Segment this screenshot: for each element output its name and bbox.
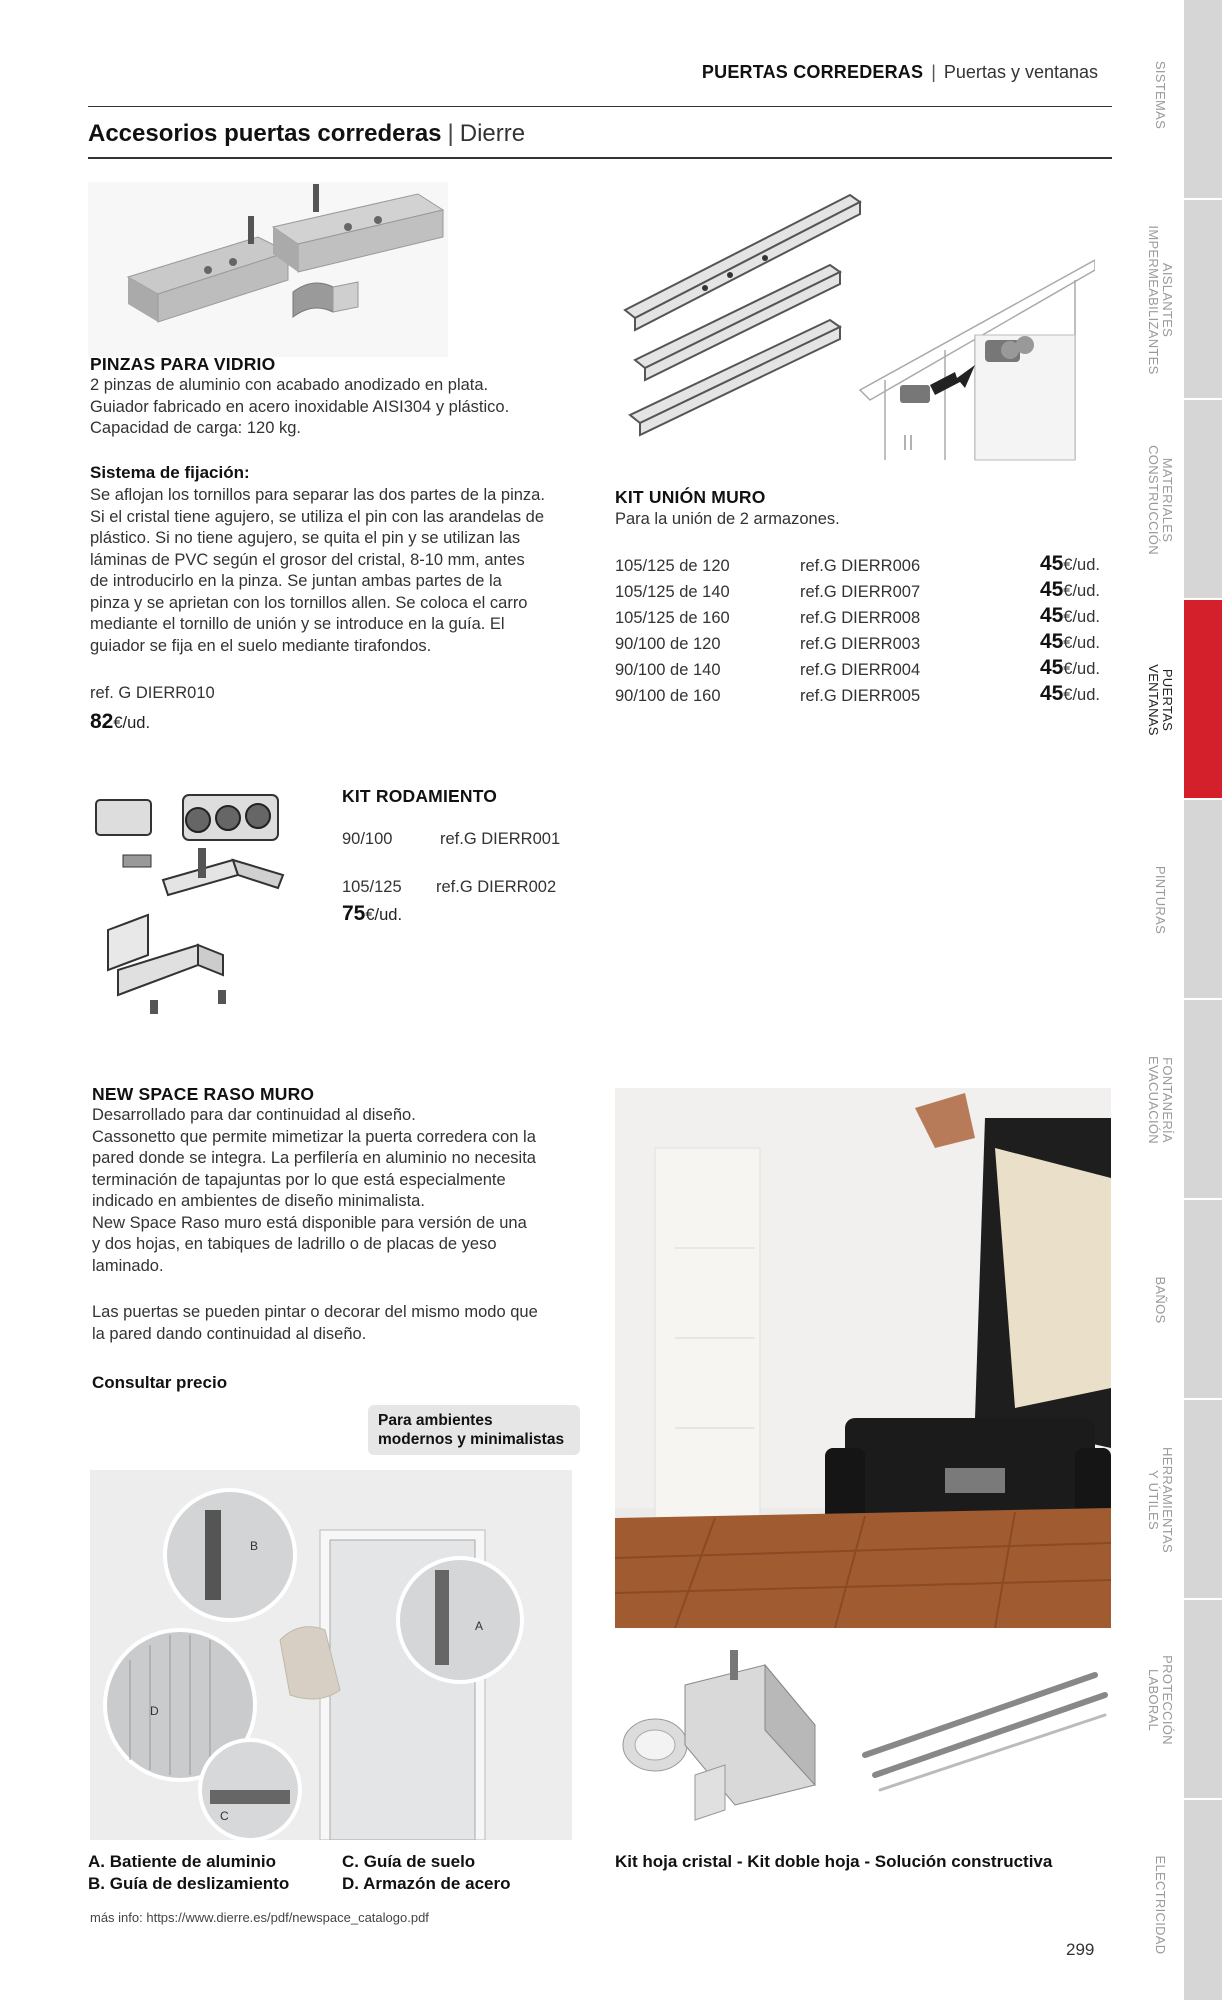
sidebar-label	[1130, 1850, 1190, 1960]
minimalist-tag	[368, 1405, 580, 1455]
page-title-main: Accesorios puertas correderas	[88, 120, 442, 147]
price-value: 45	[1039, 656, 1064, 679]
size-cell: 90/100 de 140	[615, 661, 721, 679]
diagram-label-d: D	[150, 1704, 159, 1718]
sidebar-label	[1130, 1650, 1190, 1750]
ref-cell: ref.G DIERR006	[800, 557, 921, 575]
caption-left-col1	[88, 1851, 289, 1895]
new-space-line: pared donde se integra. La perfilería en aluminio no necesita	[92, 1149, 536, 1167]
pinzas-price	[90, 710, 150, 734]
price-cell	[1020, 576, 1100, 602]
size-cell: 90/100 de 120	[615, 635, 721, 653]
new-space-line: Desarrollado para dar continuidad al diseño.	[92, 1106, 416, 1124]
caption-left-col2	[342, 1851, 510, 1895]
diagram-label-a: A	[475, 1619, 484, 1633]
price-unit: €/ud.	[1063, 582, 1100, 600]
new-space-line: la pared dando continuidad al diseño.	[92, 1324, 367, 1343]
sidebar-label	[1130, 50, 1190, 140]
price-unit: €/ud.	[1063, 660, 1100, 678]
rodamiento-price	[342, 902, 402, 926]
sidebar-label-text: PROTECCIÓN LABORAL	[1146, 1655, 1175, 1745]
fixing-system-title: Sistema de fijación:	[90, 463, 250, 482]
kit-union-image	[615, 190, 1095, 465]
consult-price: Consultar precio	[92, 1373, 228, 1392]
rodamiento-row	[342, 830, 560, 849]
caption-line: D. Armazón de acero	[342, 1874, 511, 1893]
rodamiento-ref: ref.G DIERR001	[440, 830, 561, 848]
fix-line: guiador se fija en el suelo mediante tirafondos.	[90, 636, 432, 655]
new-space-line: terminación de tapajuntas por lo que está especialmente	[92, 1170, 506, 1189]
size-cell: 105/125 de 120	[615, 557, 730, 575]
title-rule	[88, 157, 1112, 159]
price-value: 45	[1039, 552, 1064, 575]
price-unit: €/ud.	[1063, 634, 1100, 652]
ref-cell: ref.G DIERR004	[800, 661, 921, 679]
sidebar-label-text: PINTURAS	[1153, 865, 1168, 935]
new-space-description-2	[92, 1302, 612, 1345]
new-space-line: indicado en ambientes de diseño minimalista.	[92, 1192, 425, 1210]
rodamiento-size: 105/125	[342, 878, 402, 896]
interior-photo	[615, 1088, 1111, 1628]
new-space-line: y dos hojas, en tabiques de ladrillo o de placas de yeso	[92, 1235, 497, 1253]
new-space-description	[92, 1105, 612, 1277]
kit-union-title: KIT UNIÓN MURO	[615, 487, 766, 507]
sidebar-label-active	[1130, 660, 1190, 740]
sidebar-label-text: AISLANTES IMPERMEABILIZANTES	[1146, 225, 1175, 375]
rodamiento-size: 90/100	[342, 830, 393, 848]
table-row	[615, 654, 1100, 680]
rodamiento-row	[342, 878, 556, 897]
sidebar-label	[1130, 1270, 1190, 1330]
table-row	[615, 550, 1100, 576]
pinzas-description	[90, 375, 590, 440]
rodamiento-price-value: 75	[342, 902, 366, 925]
pinzas-desc-line: Capacidad de carga: 120 kg.	[90, 419, 301, 437]
new-space-line: New Space Raso muro está disponible para versión de una	[92, 1213, 527, 1232]
price-value: 45	[1039, 630, 1064, 653]
ref-cell: ref.G DIERR003	[800, 635, 921, 653]
price-cell	[1020, 680, 1100, 706]
caption-right: Kit hoja cristal - Kit doble hoja - Solución constructiva	[615, 1852, 1053, 1871]
sidebar-label-text: BAÑOS	[1153, 1276, 1168, 1324]
section-name: PUERTAS CORREDERAS	[701, 62, 924, 82]
tag-line: Para ambientes	[378, 1412, 493, 1429]
table-row	[615, 576, 1100, 602]
size-cell: 105/125 de 140	[615, 583, 730, 601]
sidebar-label	[1130, 1050, 1190, 1150]
price-value: 45	[1039, 682, 1064, 705]
fix-line: Se aflojan los tornillos para separar las dos partes de la pinza.	[90, 486, 545, 504]
brand-name: Dierre	[459, 120, 526, 147]
pinzas-price-value: 82	[90, 710, 114, 733]
diagram-label-b: B	[250, 1539, 259, 1553]
fixing-system-text	[90, 485, 610, 657]
new-space-line: laminado.	[92, 1256, 164, 1275]
page-number: 299	[1066, 1940, 1095, 1959]
pinzas-price-unit: €/ud.	[113, 714, 151, 732]
diagram-label-c: C	[220, 1809, 229, 1823]
price-value: 45	[1039, 578, 1064, 601]
kit-rodamiento-title: KIT RODAMIENTO	[342, 786, 498, 806]
fix-line: de introducirlo en la pinza. Se juntan ambas partes de la	[90, 572, 502, 590]
subsection-name: Puertas y ventanas	[943, 62, 1098, 82]
ref-cell: ref.G DIERR005	[800, 687, 921, 705]
price-cell	[1020, 550, 1100, 576]
price-value: 45	[1039, 604, 1064, 627]
caption-line: C. Guía de suelo	[342, 1852, 476, 1871]
page-title	[88, 120, 525, 148]
new-space-line: Cassonetto que permite mimetizar la puerta corredera con la	[92, 1127, 536, 1146]
fix-line: plástico. Si no tiene agujero, se quita el pin y se utilizan las	[90, 529, 521, 547]
table-row	[615, 680, 1100, 706]
sidebar-label-text: HERRAMIENTAS Y ÚTILES	[1146, 1447, 1175, 1553]
new-space-line: Las puertas se pueden pintar o decorar del mismo modo que	[92, 1303, 538, 1321]
fix-line: mediante el tornillo de unión y se introduce en la guía. El	[90, 615, 505, 633]
ref-cell: ref.G DIERR008	[800, 609, 921, 627]
sidebar-label-text: FONTANERÍA EVACUACIÓN	[1146, 1056, 1175, 1144]
table-row	[615, 628, 1100, 654]
price-cell	[1020, 602, 1100, 628]
new-space-title: NEW SPACE RASO MURO	[92, 1084, 315, 1104]
fix-line: láminas de PVC según el grosor del cristal, 8-10 mm, antes	[90, 550, 525, 569]
rodamiento-price-unit: €/ud.	[365, 906, 403, 924]
size-cell: 105/125 de 160	[615, 609, 730, 627]
table-row	[615, 602, 1100, 628]
kit-rodamiento-image	[88, 780, 328, 1030]
title-separator: |	[447, 120, 454, 147]
rodamiento-ref: ref.G DIERR002	[436, 878, 557, 896]
price-cell	[1020, 628, 1100, 654]
tag-line: modernos y minimalistas	[378, 1431, 565, 1448]
sidebar-label	[1130, 435, 1190, 565]
sidebar-label	[1130, 215, 1190, 385]
fix-line: Si el cristal tiene agujero, se utiliza el pin con las arandelas de	[90, 507, 545, 526]
price-cell	[1020, 654, 1100, 680]
kit-union-description: Para la unión de 2 armazones.	[615, 510, 840, 528]
section-header	[600, 62, 1098, 83]
sidebar-label	[1130, 1440, 1190, 1560]
ref-cell: ref.G DIERR007	[800, 583, 921, 601]
caption-line: A. Batiente de aluminio	[88, 1852, 276, 1871]
fix-line: pinza y se aprietan con los tornillos allen. Se coloca el carro	[90, 593, 528, 612]
sidebar-label-text: ELECTRICIDAD	[1153, 1855, 1168, 1955]
pinzas-desc-line: 2 pinzas de aluminio con acabado anodizado en plata.	[90, 376, 489, 394]
sidebar-label-text: MATERIALES CONSTRUCCIÓN	[1146, 445, 1175, 555]
pinzas-title: PINZAS PARA VIDRIO	[90, 354, 276, 374]
caption-line: B. Guía de deslizamiento	[88, 1874, 290, 1893]
size-cell: 90/100 de 160	[615, 687, 721, 705]
pinzas-desc-line: Guiador fabricado en acero inoxidable AISI304 y plástico.	[90, 397, 510, 416]
sidebar-label-text: PUERTAS VENTANAS	[1146, 664, 1175, 736]
pinzas-image	[88, 182, 448, 357]
sidebar-label	[1130, 860, 1190, 940]
header-rule	[88, 106, 1112, 107]
price-unit: €/ud.	[1063, 556, 1100, 574]
price-unit: €/ud.	[1063, 608, 1100, 626]
new-space-diagram	[90, 1470, 572, 1840]
footnote-link[interactable]: más info: https://www.dierre.es/pdf/newspace_catalogo.pdf	[90, 1910, 429, 1925]
header-separator: |	[931, 62, 936, 82]
price-unit: €/ud.	[1063, 686, 1100, 704]
pinzas-ref: ref. G DIERR010	[90, 684, 215, 702]
hardware-photo	[615, 1645, 1111, 1835]
kit-union-price-table	[615, 550, 1100, 706]
sidebar-label-text: SISTEMAS	[1153, 60, 1168, 130]
